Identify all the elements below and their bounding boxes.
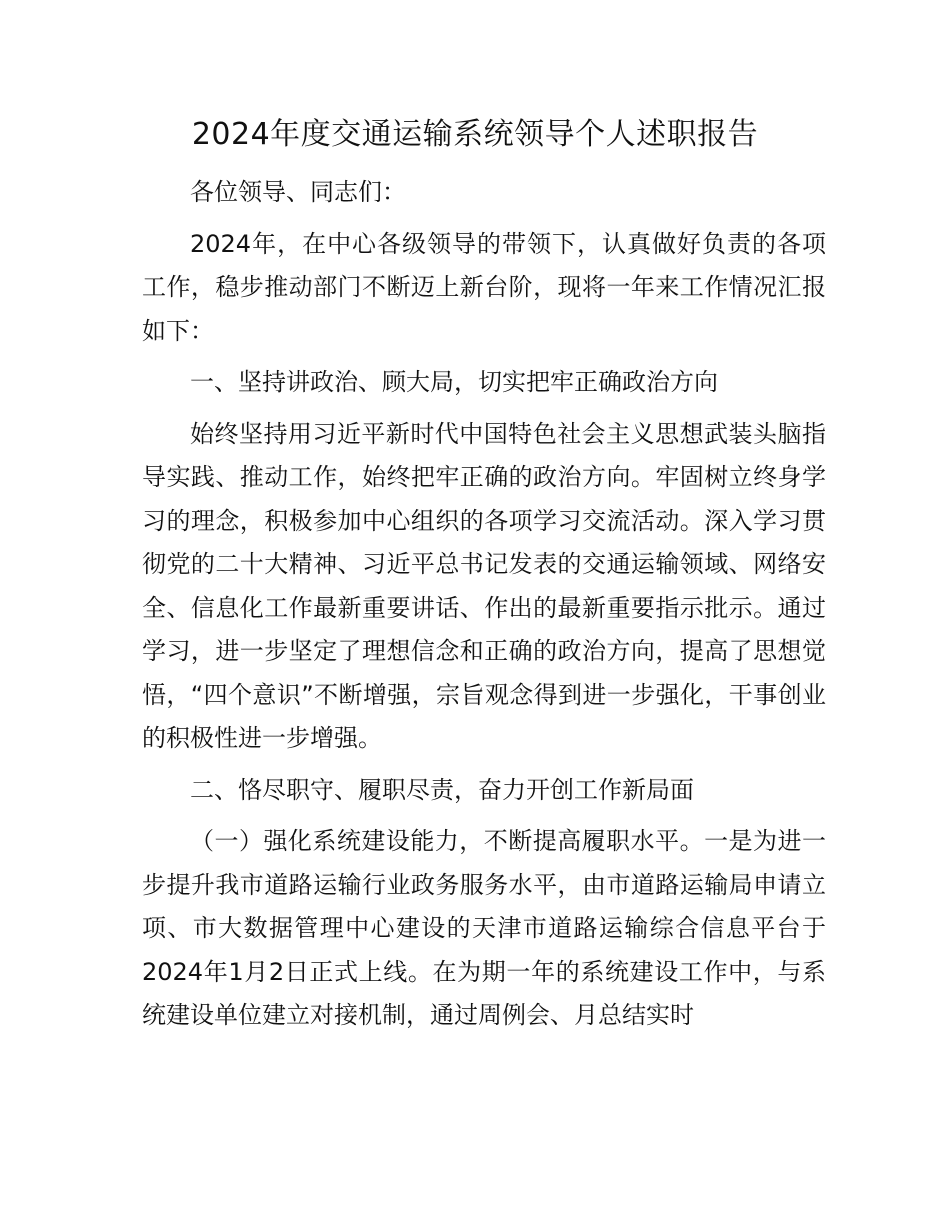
document-title: 2024年度交通运输系统领导个人述职报告 [191,117,759,152]
intro-paragraph: 2024年，在中心各级领导的带领下，认真做好负责的各项工作，稳步推动部门不断迈上新台阶，现将一年来工作情况汇报如下： [142,229,826,345]
section-heading-1: 一、坚持讲政治、顾大局，切实把牢正确政治方向 [190,368,718,396]
section-heading-2: 二、恪尽职守、履职尽责，奋力开创工作新局面 [190,775,694,804]
document-body [142,171,826,1046]
section-1-paragraph: 始终坚持用习近平新时代中国特色社会主义思想武装头脑指导实践、推动工作，始终把牢正确的政治方向。牢固树立终身学习的理念，积极参加中心组织的各项学习交流活动。深入学习贯彻党的二十大精神、习近平总书记发表的交通运输领域、网络安全、信息化工作最新重要讲话、作出的最新重要指示批示。通过学习，进一步坚定了理想信念和正确的政治方向，提高了思想觉悟，“四个意识”不断增强，宗旨观念得到进一步强化，干事创业的积极性进一步增强。 [142,419,826,752]
section-2-paragraph: （一）强化系统建设能力，不断提高履职水平。一是为进一步提升我市道路运输行业政务服务水平，由市道路运输局申请立项、市大数据管理中心建设的天津市道路运输综合信息平台于2024年1月2日正式上线。在为期一年的系统建设工作中，与系统建设单位建立对接机制，通过周例会、月总结实时 [142,827,826,1029]
salutation: 各位领导、同志们： [190,178,406,206]
